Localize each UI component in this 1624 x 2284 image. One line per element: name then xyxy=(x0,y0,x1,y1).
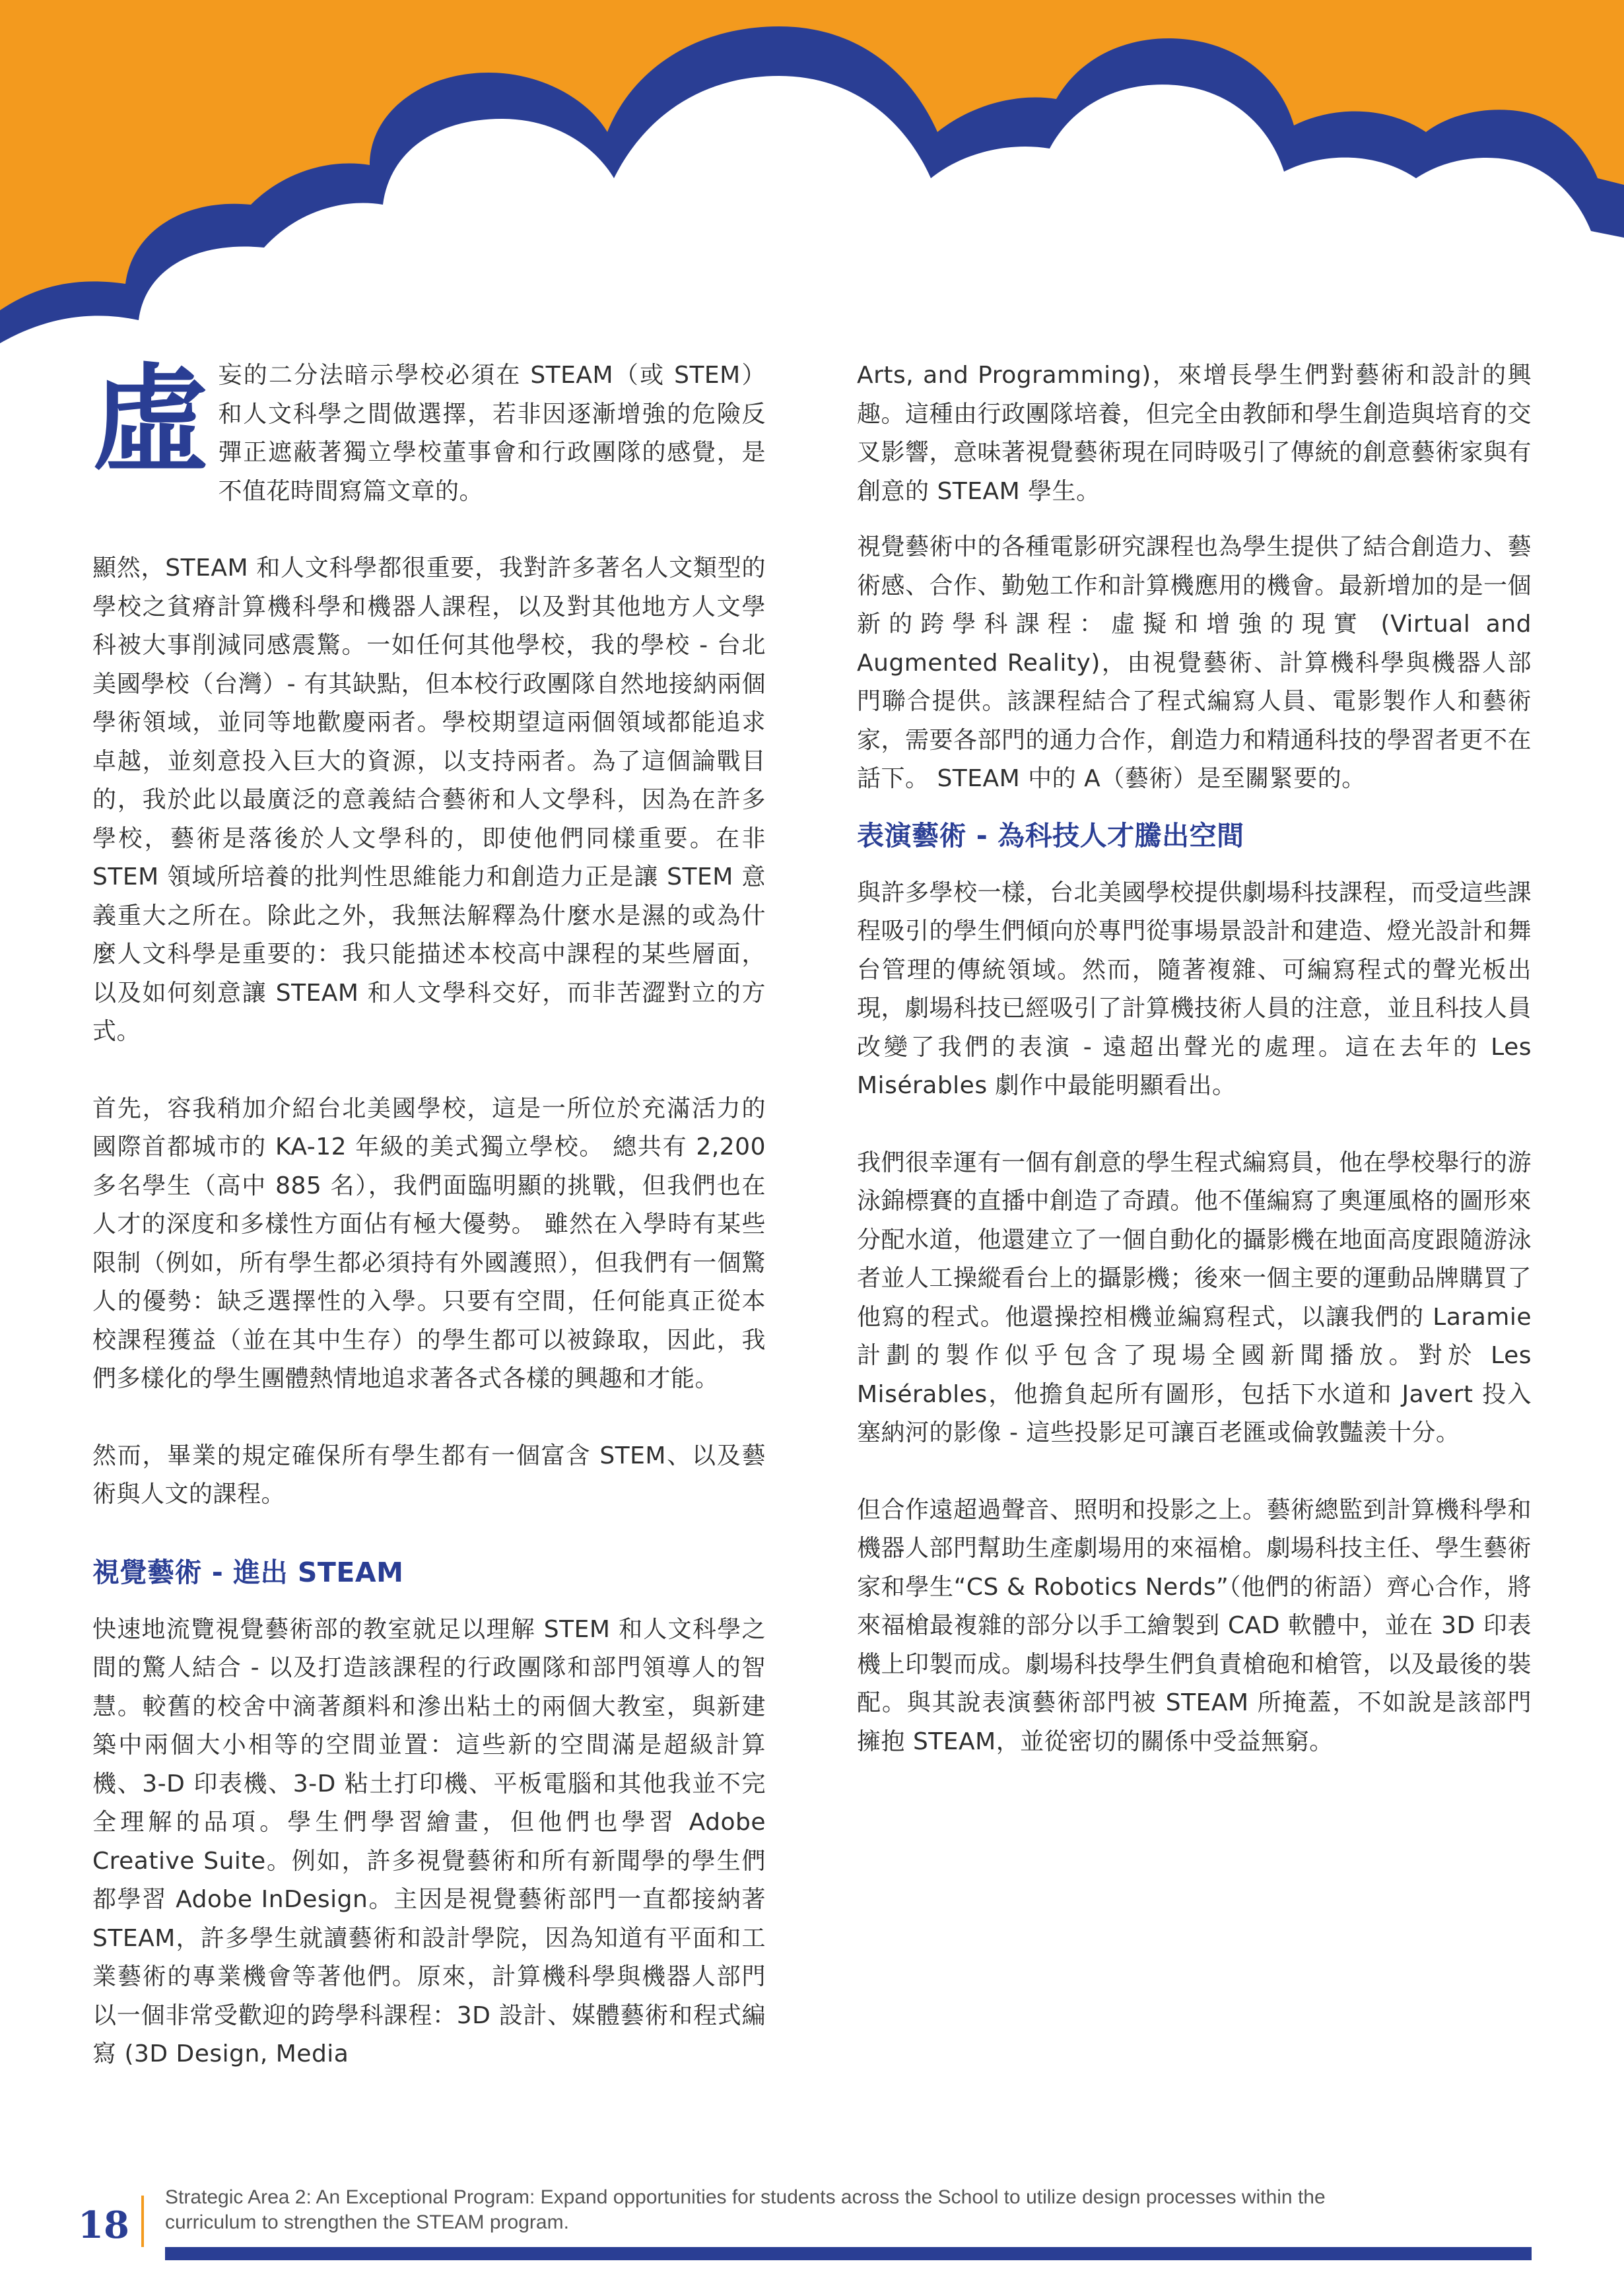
footer-bar xyxy=(165,2247,1532,2260)
body-paragraph: 視覺藝術中的各種電影研究課程也為學生提供了結合創造力、藝術感、合作、勤勉工作和計算機應用的機會。最新增加的是一個新的跨學科課程：虛擬和增強的現實 (Virtual and Augmented Reality)，由視覺藝術、計算機科學與機器人部門聯合提供。該課程結合了程式編寫人員、電影製作人和藝術家，需要各部門的通力合作，創造力和精通科技的學習者更不在話下。 STEAM 中的 A（藝術）是至關緊要的。 xyxy=(857,533,1532,792)
intro-text: 妄的二分法暗示學校必須在 STEAM（或 STEM）和人文科學之間做選擇，若非因逐漸增強的危險反彈正遮蔽著獨立學校董事會和行政團隊的感覺，是不值花時間寫篇文章的。 xyxy=(218,362,766,505)
footer-caption: Strategic Area 2: An Exceptional Program: Expand opportunities for students across the School to utilize design processes within the curriculum to strengthen the STEAM program. xyxy=(165,2186,1326,2233)
right-column xyxy=(857,356,1532,1799)
body-paragraph: 然而，畢業的規定確保所有學生都有一個富含 STEM、以及藝術與人文的課程。 xyxy=(92,1442,766,1508)
body-paragraph: Arts, and Programming)，來增長學生們對藝術和設計的興趣。這種由行政團隊培養，但完全由教師和學生創造與培育的交叉影響，意味著視覺藝術現在同時吸引了傳統的創意藝術家與有創意的 STEAM 學生。 xyxy=(857,362,1532,505)
footer-divider xyxy=(141,2196,144,2247)
drop-cap: 虛 xyxy=(92,351,209,488)
section-heading-visual-arts: 視覺藝術 - 進出 STEAM xyxy=(92,1556,404,1588)
body-paragraph: 與許多學校一樣，台北美國學校提供劇場科技課程，而受這些課程吸引的學生們傾向於專門從事場景設計和建造、燈光設計和舞台管理的傳統領域。然而，隨著複雜、可編寫程式的聲光板出現，劇場科技已經吸引了計算機技術人員的注意，並且科技人員改變了我們的表演 - 遠超出聲光的處理。這在去年的 Les Misérables 劇作中最能明顯看出。 xyxy=(857,879,1532,1099)
body-paragraph: 顯然，STEAM 和人文科學都很重要，我對許多著名人文類型的學校之貧瘠計算機科學和機器人課程，以及對其他地方人文學科被大事削減同感震驚。一如任何其他學校，我的學校 - 台北美國學校（台灣）- 有其缺點，但本校行政團隊自然地接納兩個學術領域，並同等地歡慶兩者。學校期望這兩個領域都能追求卓越，並刻意投入巨大的資源，以支持兩者。為了這個論戰目的，我於此以最廣泛的意義結合藝術和人文學科，因為在許多學校，藝術是落後於人文學科的，即使他們同樣重要。在非 STEM 領域所培養的批判性思維能力和創造力正是讓 STEM 意義重大之所在。除此之外，我無法解釋為什麼水是濕的或為什麼人文科學是重要的：我只能描述本校高中課程的某些層面，以及如何刻意讓 STEAM 和人文學科交好，而非苦澀對立的方式。 xyxy=(92,554,766,1045)
intro-paragraph xyxy=(92,351,766,511)
page-number: 18 xyxy=(78,2203,129,2247)
body-paragraph: 我們很幸運有一個有創意的學生程式編寫員，他在學校舉行的游泳錦標賽的直播中創造了奇蹟。他不僅編寫了奧運風格的圖形來分配水道，他還建立了一個自動化的攝影機在地面高度跟隨游泳者並人工操縱看台上的攝影機；後來一個主要的運動品牌購買了他寫的程式。他還操控相機並編寫程式，以讓我們的 Laramie 計劃的製作似乎包含了現場全國新聞播放。對於 Les Misérables，他擔負起所有圖形，包括下水道和 Javert 投入塞納河的影像 - 這些投影足可讓百老匯或倫敦豔羨十分。 xyxy=(857,1149,1532,1446)
body-paragraph: 快速地流覽視覺藝術部的教室就足以理解 STEM 和人文科學之間的驚人結合 - 以及打造該課程的行政團隊和部門領導人的智慧。較舊的校舍中滴著顏料和滲出粘土的兩個大教室，與新建築中兩個大小相等的空間並置：這些新的空間滿是超級計算機、3-D 印表機、3-D 粘土打印機、平板電腦和其他我並不完全理解的品項。學生們學習繪畫，但他們也學習 Adobe Creative Suite。例如，許多視覺藝術和所有新聞學的學生們都學習 Adobe InDesign。主因是視覺藝術部門一直都接納著 STEAM，許多學生就讀藝術和設計學院，因為知道有平面和工業藝術的專業機會等著他們。原來，計算機科學與機器人部門以一個非常受歡迎的跨學科課程：3D 設計、媒體藝術和程式編寫 (3D Design, Media xyxy=(92,1615,766,2067)
left-column xyxy=(92,351,766,2112)
section-heading-performing-arts: 表演藝術 - 為科技人才騰出空間 xyxy=(857,819,1244,852)
body-paragraph: 但合作遠超過聲音、照明和投影之上。藝術總監到計算機科學和機器人部門幫助生產劇場用的來福槍。劇場科技主任、學生藝術家和學生“CS & Robotics Nerds”（他們的術語）齊心合作，將來福槍最複雜的部分以手工繪製到 CAD 軟體中，並在 3D 印表機上印製而成。劇場科技學生們負責槍砲和槍管，以及最後的裝配。與其說表演藝術部門被 STEAM 所掩蓋，不如說是該部門擁抱 STEAM，並從密切的關係中受益無窮。 xyxy=(857,1496,1532,1755)
body-paragraph: 首先，容我稍加介紹台北美國學校，這是一所位於充滿活力的國際首都城市的 KA-12 年級的美式獨立學校。 總共有 2,200 多名學生（高中 885 名），我們面臨明顯的挑戰，但我們也在人才的深度和多樣性方面佔有極大優勢。 雖然在入學時有某些限制（例如，所有學生都必須持有外國護照），但我們有一個驚人的優勢：缺乏選擇性的入學。只要有空間，任何能真正從本校課程獲益（並在其中生存）的學生都可以被錄取，因此，我們多樣化的學生團體熱情地追求著各式各樣的興趣和才能。 xyxy=(92,1094,766,1392)
